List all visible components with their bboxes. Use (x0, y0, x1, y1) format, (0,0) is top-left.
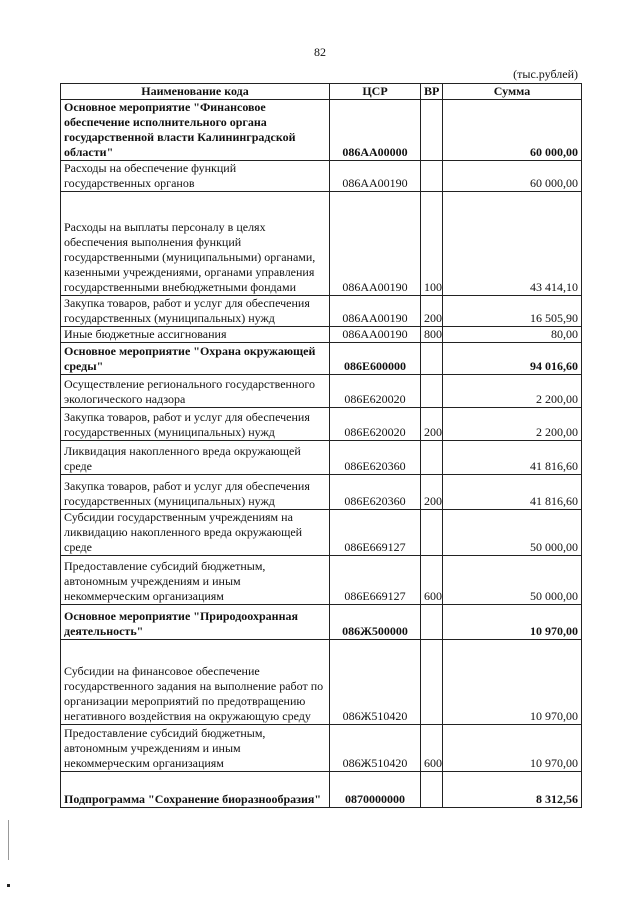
row-name-cell: Закупка товаров, работ и услуг для обеспечения государственных (муниципальных) нужд (61, 296, 330, 327)
row-csr-cell: 086АА00190 (330, 296, 421, 327)
row-name-cell: Расходы на обеспечение функций государственных органов (61, 161, 330, 192)
header-vr: ВР (421, 84, 443, 100)
row-name-cell: Иные бюджетные ассигнования (61, 327, 330, 343)
header-csr: ЦСР (330, 84, 421, 100)
row-vr-cell: 200 (421, 475, 443, 510)
row-sum-cell: 8 312,56 (443, 772, 582, 808)
row-sum-cell: 10 970,00 (443, 605, 582, 640)
row-vr-cell: 600 (421, 725, 443, 772)
table-row (61, 161, 582, 192)
row-sum-cell: 41 816,60 (443, 475, 582, 510)
row-sum-cell: 41 816,60 (443, 441, 582, 475)
row-name-cell: Ликвидация накопленного вреда окружающей среде (61, 441, 330, 475)
table-row (61, 192, 582, 296)
row-csr-cell: 086Е669127 (330, 510, 421, 556)
table-row (61, 343, 582, 375)
table-row (61, 510, 582, 556)
table-body (61, 100, 582, 808)
page-number: 82 (314, 45, 326, 59)
units-label: (тыс.рублей) (513, 67, 578, 81)
row-name-cell: Осуществление регионального государственного экологического надзора (61, 375, 330, 408)
row-csr-cell: 086Е620360 (330, 441, 421, 475)
row-vr-cell (421, 605, 443, 640)
row-name-cell: Основное мероприятие "Природоохранная деятельность" (61, 605, 330, 640)
table-row (61, 327, 582, 343)
row-csr-cell: 086Ж510420 (330, 725, 421, 772)
table-row (61, 772, 582, 808)
row-name-cell: Расходы на выплаты персоналу в целях обеспечения выполнения функций государственными (муниципальными) органами, казенными учреждениями, органами управления государственными внебюджетными фондами (61, 192, 330, 296)
row-sum-cell: 50 000,00 (443, 510, 582, 556)
row-csr-cell: 086Е669127 (330, 556, 421, 605)
row-vr-cell: 100 (421, 192, 443, 296)
table-row (61, 296, 582, 327)
row-vr-cell (421, 640, 443, 725)
header-name: Наименование кода (61, 84, 330, 100)
row-csr-cell: 086Е620020 (330, 408, 421, 441)
row-sum-cell: 43 414,10 (443, 192, 582, 296)
row-sum-cell: 94 016,60 (443, 343, 582, 375)
row-name-cell: Субсидии на финансовое обеспечение государственного задания на выполнение работ по организации мероприятий по предотвращению негативного воздействия на окружающую среду (61, 640, 330, 725)
row-sum-cell: 10 970,00 (443, 725, 582, 772)
row-vr-cell (421, 772, 443, 808)
row-vr-cell (421, 100, 443, 161)
row-csr-cell: 086АА00190 (330, 192, 421, 296)
table-row (61, 725, 582, 772)
row-csr-cell: 086АА00190 (330, 327, 421, 343)
row-name-cell: Основное мероприятие "Охрана окружающей среды" (61, 343, 330, 375)
row-name-cell: Основное мероприятие "Финансовое обеспечение исполнительного органа государственной власти Калининградской области" (61, 100, 330, 161)
row-sum-cell: 50 000,00 (443, 556, 582, 605)
row-sum-cell: 2 200,00 (443, 375, 582, 408)
table-row (61, 100, 582, 161)
row-vr-cell: 200 (421, 296, 443, 327)
table-row (61, 475, 582, 510)
row-vr-cell: 600 (421, 556, 443, 605)
row-name-cell: Закупка товаров, работ и услуг для обеспечения государственных (муниципальных) нужд (61, 475, 330, 510)
row-sum-cell: 2 200,00 (443, 408, 582, 441)
table-row (61, 408, 582, 441)
row-csr-cell: 086Е620360 (330, 475, 421, 510)
row-sum-cell: 10 970,00 (443, 640, 582, 725)
row-csr-cell: 086АА00000 (330, 100, 421, 161)
row-name-cell: Предоставление субсидий бюджетным, автономным учреждениям и иным некоммерческим организациям (61, 556, 330, 605)
table-row (61, 640, 582, 725)
row-vr-cell (421, 161, 443, 192)
row-name-cell: Субсидии государственным учреждениям на ликвидацию накопленного вреда окружающей среде (61, 510, 330, 556)
row-vr-cell (421, 510, 443, 556)
row-name-cell: Закупка товаров, работ и услуг для обеспечения государственных (муниципальных) нужд (61, 408, 330, 441)
row-vr-cell: 800 (421, 327, 443, 343)
row-csr-cell: 086Е620020 (330, 375, 421, 408)
row-sum-cell: 60 000,00 (443, 100, 582, 161)
scan-edge-line (8, 820, 9, 860)
table-row (61, 375, 582, 408)
row-csr-cell: 086АА00190 (330, 161, 421, 192)
row-vr-cell: 200 (421, 408, 443, 441)
row-name-cell: Предоставление субсидий бюджетным, автономным учреждениям и иным некоммерческим организациям (61, 725, 330, 772)
scan-edge-mark (7, 884, 10, 887)
row-csr-cell: 086Ж510420 (330, 640, 421, 725)
header-sum: Сумма (443, 84, 582, 100)
row-sum-cell: 16 505,90 (443, 296, 582, 327)
row-name-cell: Подпрограмма "Сохранение биоразнообразия" (61, 772, 330, 808)
row-sum-cell: 80,00 (443, 327, 582, 343)
row-vr-cell (421, 441, 443, 475)
table-row (61, 556, 582, 605)
row-csr-cell: 086Е600000 (330, 343, 421, 375)
row-csr-cell: 086Ж500000 (330, 605, 421, 640)
row-vr-cell (421, 343, 443, 375)
row-vr-cell (421, 375, 443, 408)
row-csr-cell: 0870000000 (330, 772, 421, 808)
table-row (61, 605, 582, 640)
table-row (61, 441, 582, 475)
budget-table (60, 83, 582, 808)
table-header-row (61, 84, 582, 100)
row-sum-cell: 60 000,00 (443, 161, 582, 192)
